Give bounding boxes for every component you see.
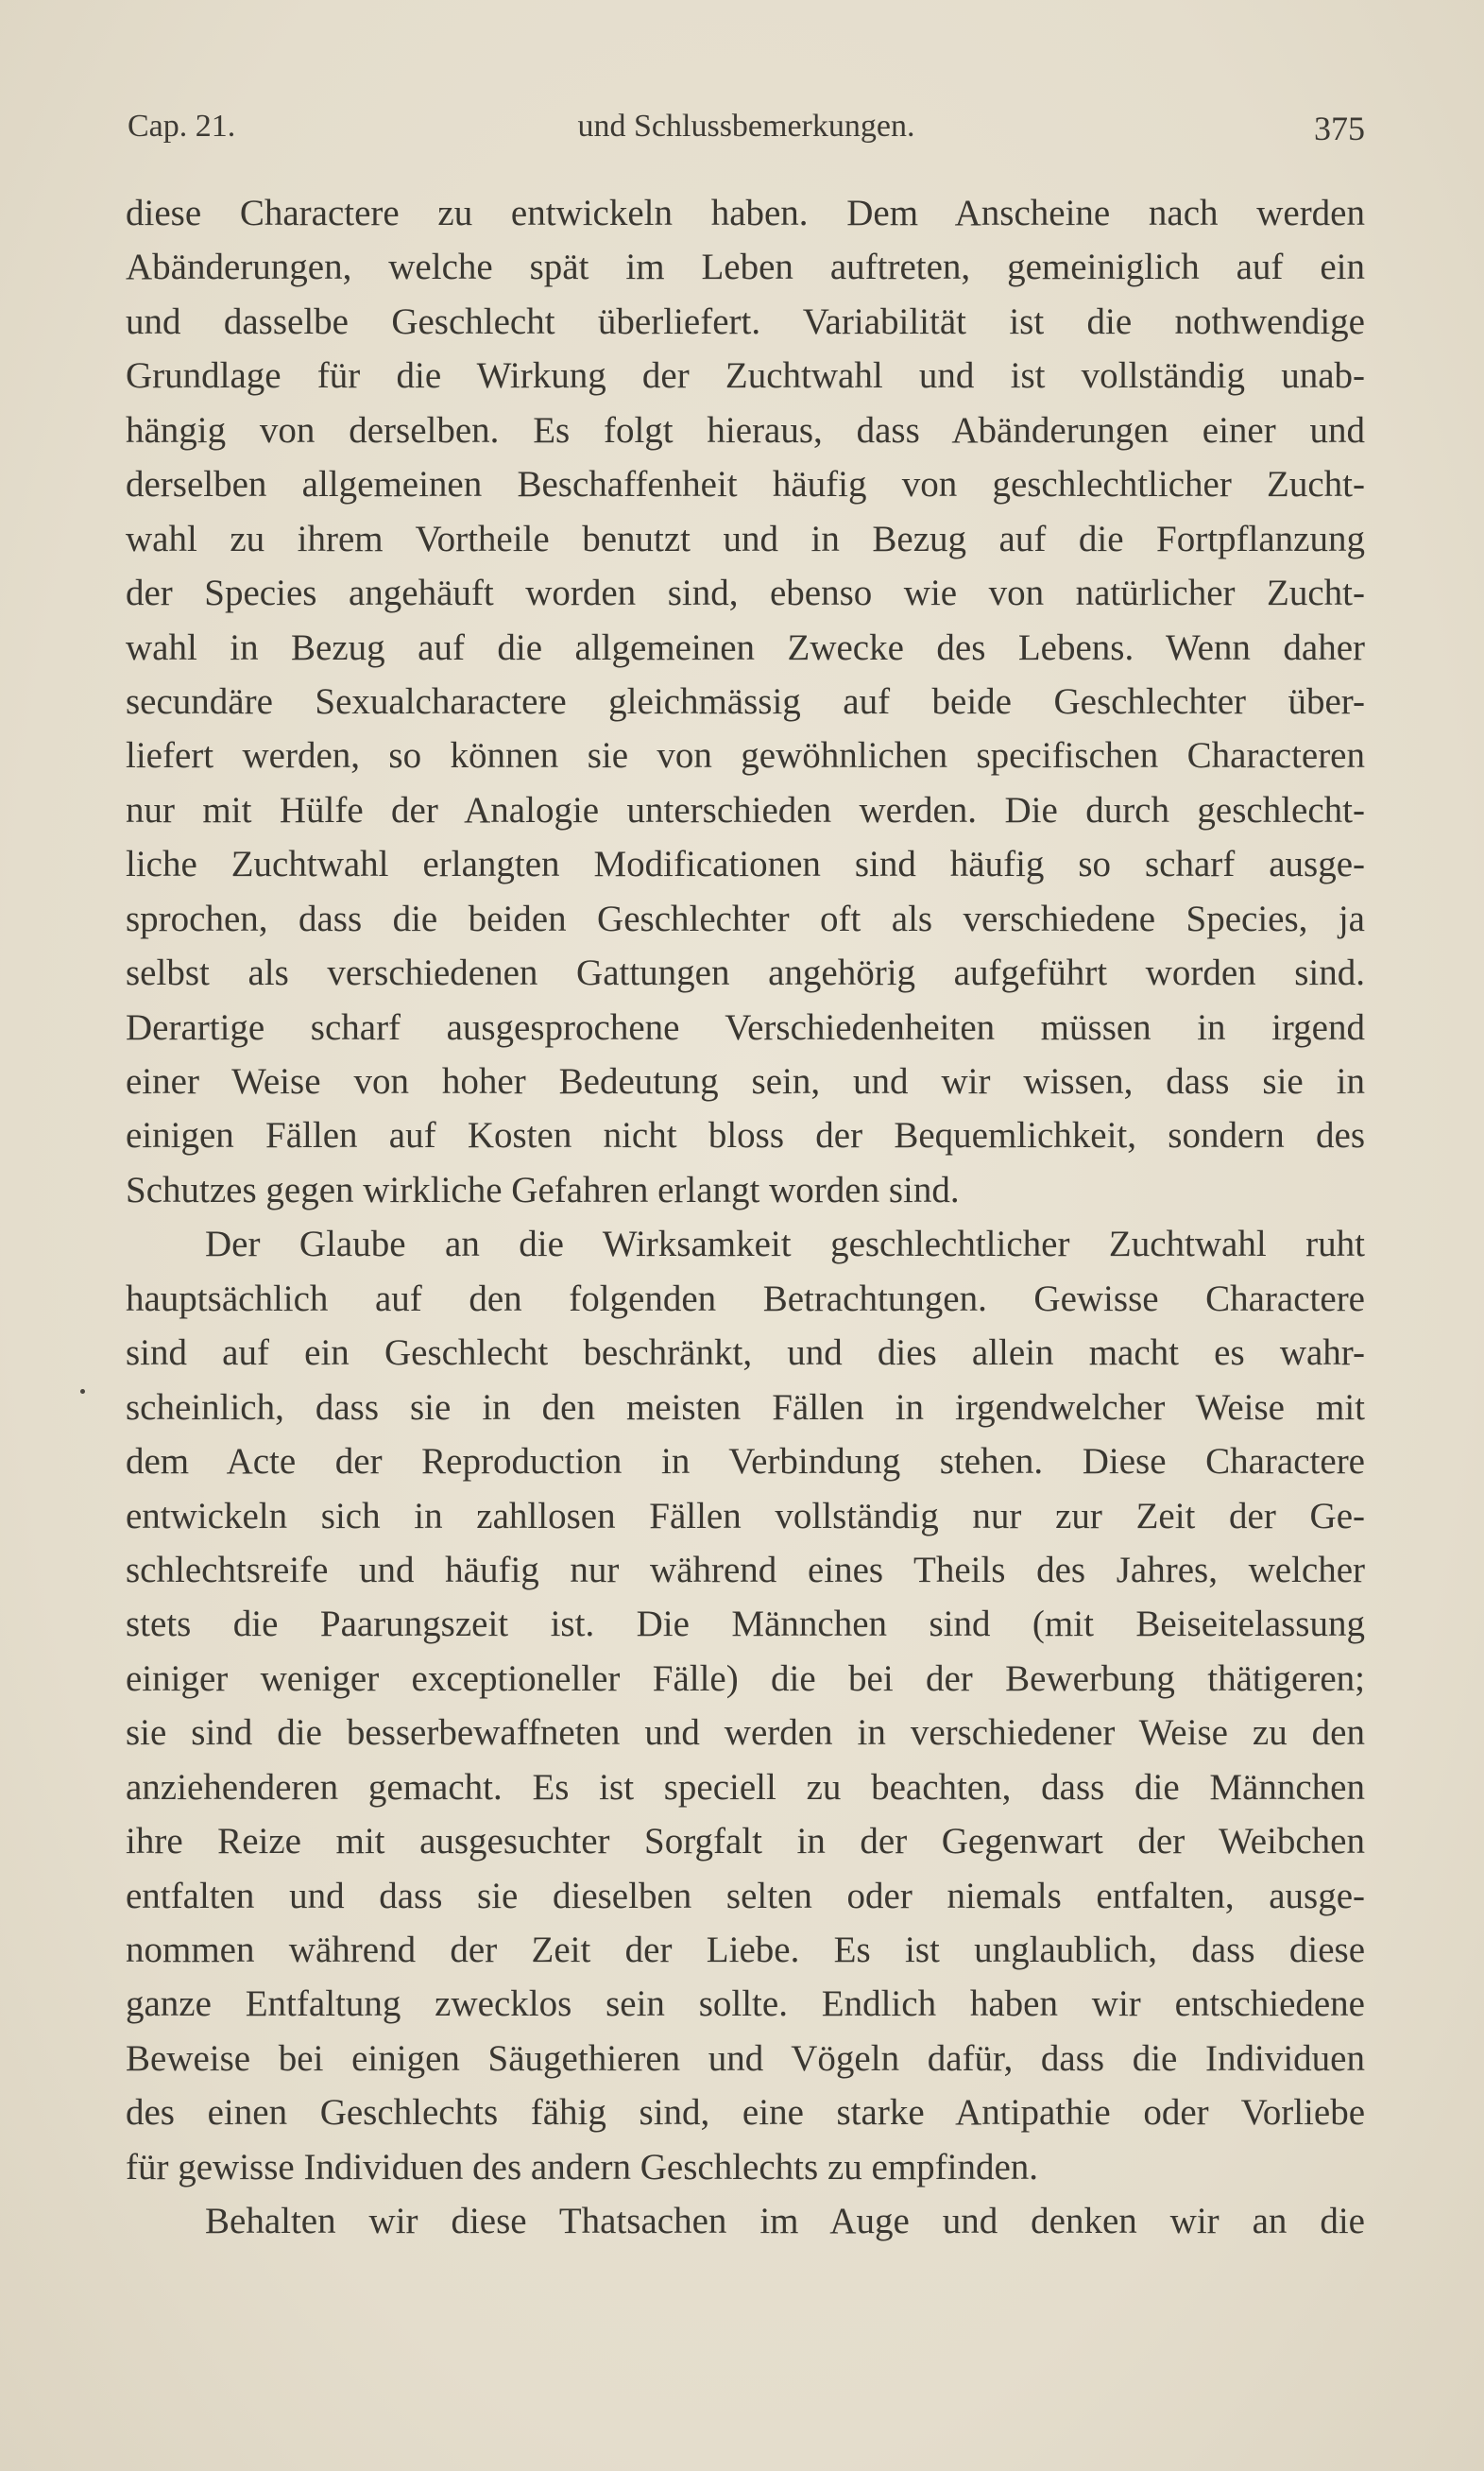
text-line: Abänderungen, welche spät im Leben auftreten, gemeiniglich auf ein (126, 247, 1365, 288)
ink-speck (80, 1389, 85, 1394)
running-title: und Schlussbemerkungen. (577, 109, 915, 144)
text-line: dem Acte der Reproduction in Verbindung stehen. Diese Charactere (126, 1441, 1365, 1483)
text-line: des einen Geschlechts fähig sind, eine starke Antipathie oder Vorliebe (126, 2092, 1365, 2134)
text-line: scheinlich, dass sie in den meisten Fällen in irgendwelcher Weise mit (126, 1386, 1365, 1428)
text-line: stets die Paarungszeit ist. Die Männchen sind (mit Beiseitelassung (126, 1604, 1365, 1645)
running-head (128, 109, 1365, 165)
text-line: einigen Fällen auf Kosten nicht bloss der Bequemlichkeit, sondern des (126, 1115, 1365, 1157)
text-line: sie sind die besserbewaffneten und werden in verschiedener Weise zu den (126, 1712, 1365, 1754)
text-line: secundäre Sexualcharactere gleichmässig auf beide Geschlechter über- (126, 680, 1365, 722)
text-line: liche Zuchtwahl erlangten Modificationen sind häufig so scharf ausge- (126, 844, 1365, 885)
text-line: anziehenderen gemacht. Es ist speciell zu beachten, dass die Männchen (126, 1766, 1365, 1808)
text-line: derselben allgemeinen Beschaffenheit häufig von geschlechtlicher Zucht- (126, 464, 1365, 506)
paragraph-end-line: Schutzes gegen wirkliche Gefahren erlangt worden sind. (126, 1169, 960, 1210)
body-text (126, 186, 1365, 2249)
paragraph-end-line: für gewisse Individuen des andern Geschlechts zu empfinden. (126, 2146, 1039, 2188)
paragraph-start-line: Behalten wir diese Thatsachen im Auge und denken wir an die (205, 2201, 1365, 2242)
text-line: entwickeln sich in zahllosen Fällen vollständig nur zur Zeit der Ge- (126, 1495, 1365, 1536)
paragraph-start-line: Der Glaube an die Wirksamkeit geschlechtlicher Zuchtwahl ruht (205, 1224, 1365, 1265)
text-line: liefert werden, so können sie von gewöhnlichen specifischen Characteren (126, 735, 1365, 777)
text-line: wahl zu ihrem Vortheile benutzt und in Bezug auf die Fortpflanzung (126, 518, 1365, 559)
text-line: schlechtsreife und häufig nur während eines Theils des Jahres, welcher (126, 1549, 1365, 1590)
text-line: Derartige scharf ausgesprochene Verschiedenheiten müssen in irgend (126, 1006, 1365, 1048)
text-line: Grundlage für die Wirkung der Zuchtwahl und ist vollständig unab- (126, 355, 1365, 397)
chapter-label: Cap. 21. (128, 109, 236, 144)
text-line: der Species angehäuft worden sind, ebenso wie von natürlicher Zucht- (126, 573, 1365, 614)
text-line: und dasselbe Geschlecht überliefert. Variabilität ist die nothwendige (126, 300, 1365, 342)
text-line: hauptsächlich auf den folgenden Betrachtungen. Gewisse Charactere (126, 1278, 1365, 1319)
text-line: selbst als verschiedenen Gattungen angehörig aufgeführt worden sind. (126, 952, 1365, 994)
text-line: sprochen, dass die beiden Geschlechter oft als verschiedene Species, ja (126, 898, 1365, 939)
text-line: wahl in Bezug auf die allgemeinen Zwecke des Lebens. Wenn daher (126, 626, 1365, 668)
text-line: einiger weniger exceptioneller Fälle) die bei der Bewerbung thätigeren; (126, 1657, 1365, 1699)
text-line: Beweise bei einigen Säugethieren und Vögeln dafür, dass die Individuen (126, 2037, 1365, 2079)
text-line: ihre Reize mit ausgesuchter Sorgfalt in der Gegenwart der Weibchen (126, 1821, 1365, 1862)
text-line: diese Charactere zu entwickeln haben. Dem Anscheine nach werden (126, 193, 1365, 233)
text-line: ganze Entfaltung zwecklos sein sollte. Endlich haben wir entschiedene (126, 1983, 1365, 2025)
text-line: nommen während der Zeit der Liebe. Es ist unglaublich, dass diese (126, 1930, 1365, 1970)
text-line: entfalten und dass sie dieselben selten oder niemals entfalten, ausge- (126, 1875, 1365, 1916)
text-line: nur mit Hülfe der Analogie unterschieden werden. Die durch geschlecht- (126, 789, 1365, 831)
text-line: einer Weise von hoher Bedeutung sein, und wir wissen, dass sie in (126, 1061, 1365, 1102)
text-line: sind auf ein Geschlecht beschränkt, und dies allein macht es wahr- (126, 1332, 1365, 1374)
text-line: hängig von derselben. Es folgt hieraus, dass Abänderungen einer und (126, 409, 1365, 451)
page-number: 375 (1314, 110, 1365, 147)
